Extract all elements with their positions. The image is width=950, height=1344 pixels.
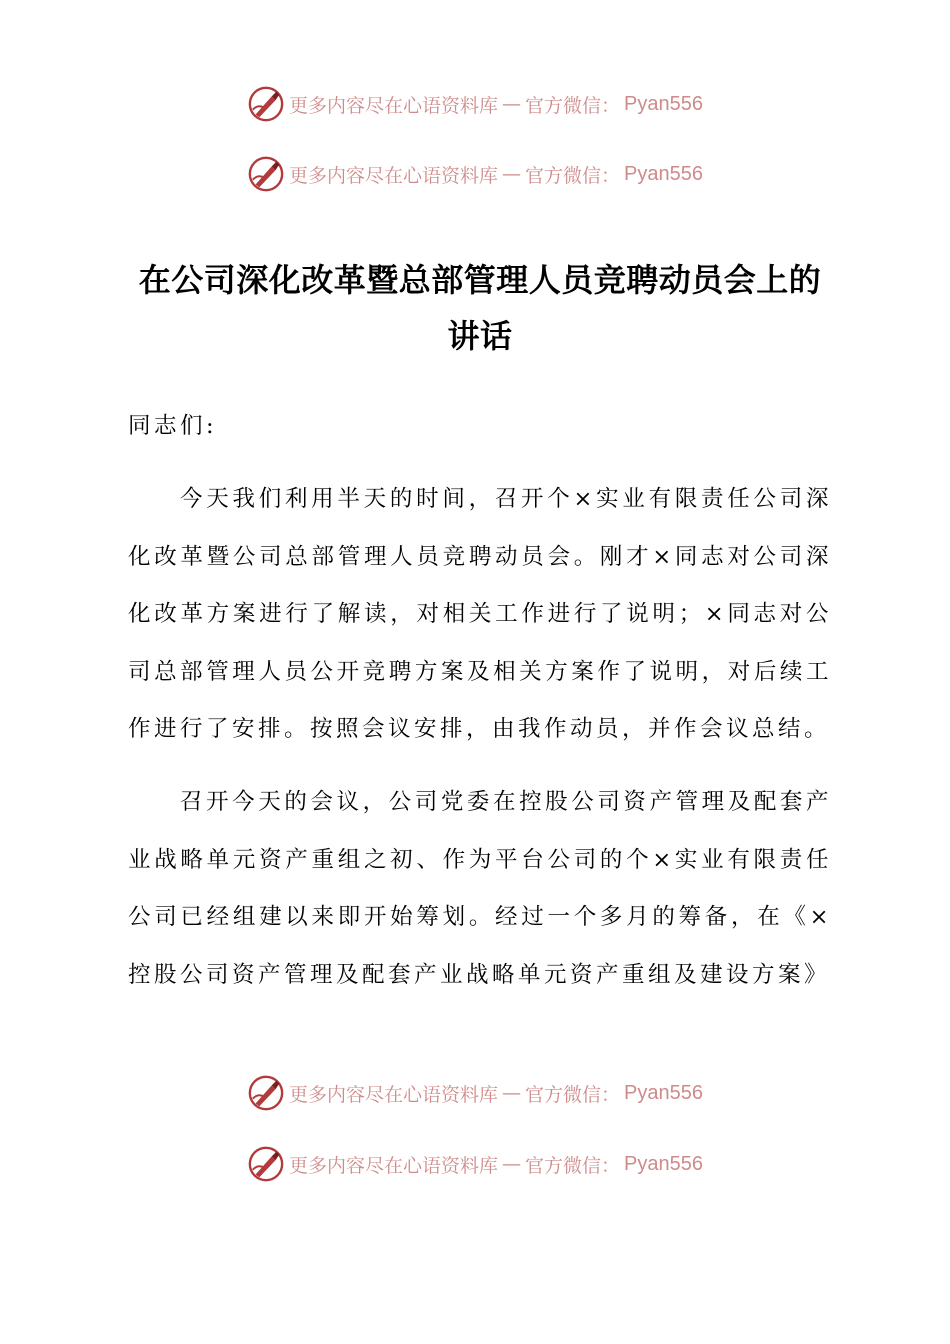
watermark-content: [247, 1074, 703, 1112]
watermark-wechat-id: Pyan556: [624, 1081, 703, 1104]
watermark-banner-bottom-1: [0, 1073, 950, 1113]
watermark-content: [247, 85, 703, 123]
watermark-separator: —: [502, 93, 522, 115]
watermark-separator: —: [502, 1082, 522, 1104]
watermark-banner-bottom-2: [0, 1144, 950, 1184]
body-paragraph-1: 今天我们利用半天的时间，召开个×实业有限责任公司深化改革暨公司总部管理人员竞聘动员会。刚才×同志对公司深化改革方案进行了解读，对相关工作进行了说明；×同志对公司总部管理人员公开竞聘方案及相关方案作了说明，对后续工作进行了安排。按照会议安排，由我作动员，并作会议总结。: [128, 486, 832, 742]
watermark-label: 官方微信：: [525, 94, 621, 117]
watermark-text: 更多内容尽在心语资料库: [289, 1154, 499, 1177]
pen-logo-icon: [247, 1074, 285, 1112]
watermark-label: 官方微信：: [525, 1083, 621, 1106]
watermark-banner-top-1: [0, 84, 950, 124]
body-paragraph-2: 召开今天的会议，公司党委在控股公司资产管理及配套产业战略单元资产重组之初、作为平台公司的个×实业有限责任公司已经组建以来即开始筹划。经过一个多月的筹备，在《×控股公司资产管理及配套产业战略单元资产重组及建设方案》: [128, 789, 832, 988]
watermark-wechat-id: Pyan556: [624, 92, 703, 115]
pen-logo-icon: [247, 1145, 285, 1183]
document-title: 在公司深化改革暨总部管理人员竞聘动员会上的讲话: [138, 261, 822, 355]
watermark-separator: —: [502, 1153, 522, 1175]
watermark-text: 更多内容尽在心语资料库: [289, 94, 499, 117]
watermark-text: 更多内容尽在心语资料库: [289, 1083, 499, 1106]
pen-logo-icon: [247, 85, 285, 123]
watermark-content: [247, 155, 703, 193]
salutation: 同志们:: [128, 413, 218, 439]
watermark-wechat-id: Pyan556: [624, 162, 703, 185]
watermark-separator: —: [502, 163, 522, 185]
watermark-text: 更多内容尽在心语资料库: [289, 164, 499, 187]
pen-logo-icon: [247, 155, 285, 193]
watermark-wechat-id: Pyan556: [624, 1152, 703, 1175]
watermark-label: 官方微信：: [525, 164, 621, 187]
watermark-content: [247, 1145, 703, 1183]
watermark-banner-top-2: [0, 154, 950, 194]
watermark-label: 官方微信：: [525, 1154, 621, 1177]
